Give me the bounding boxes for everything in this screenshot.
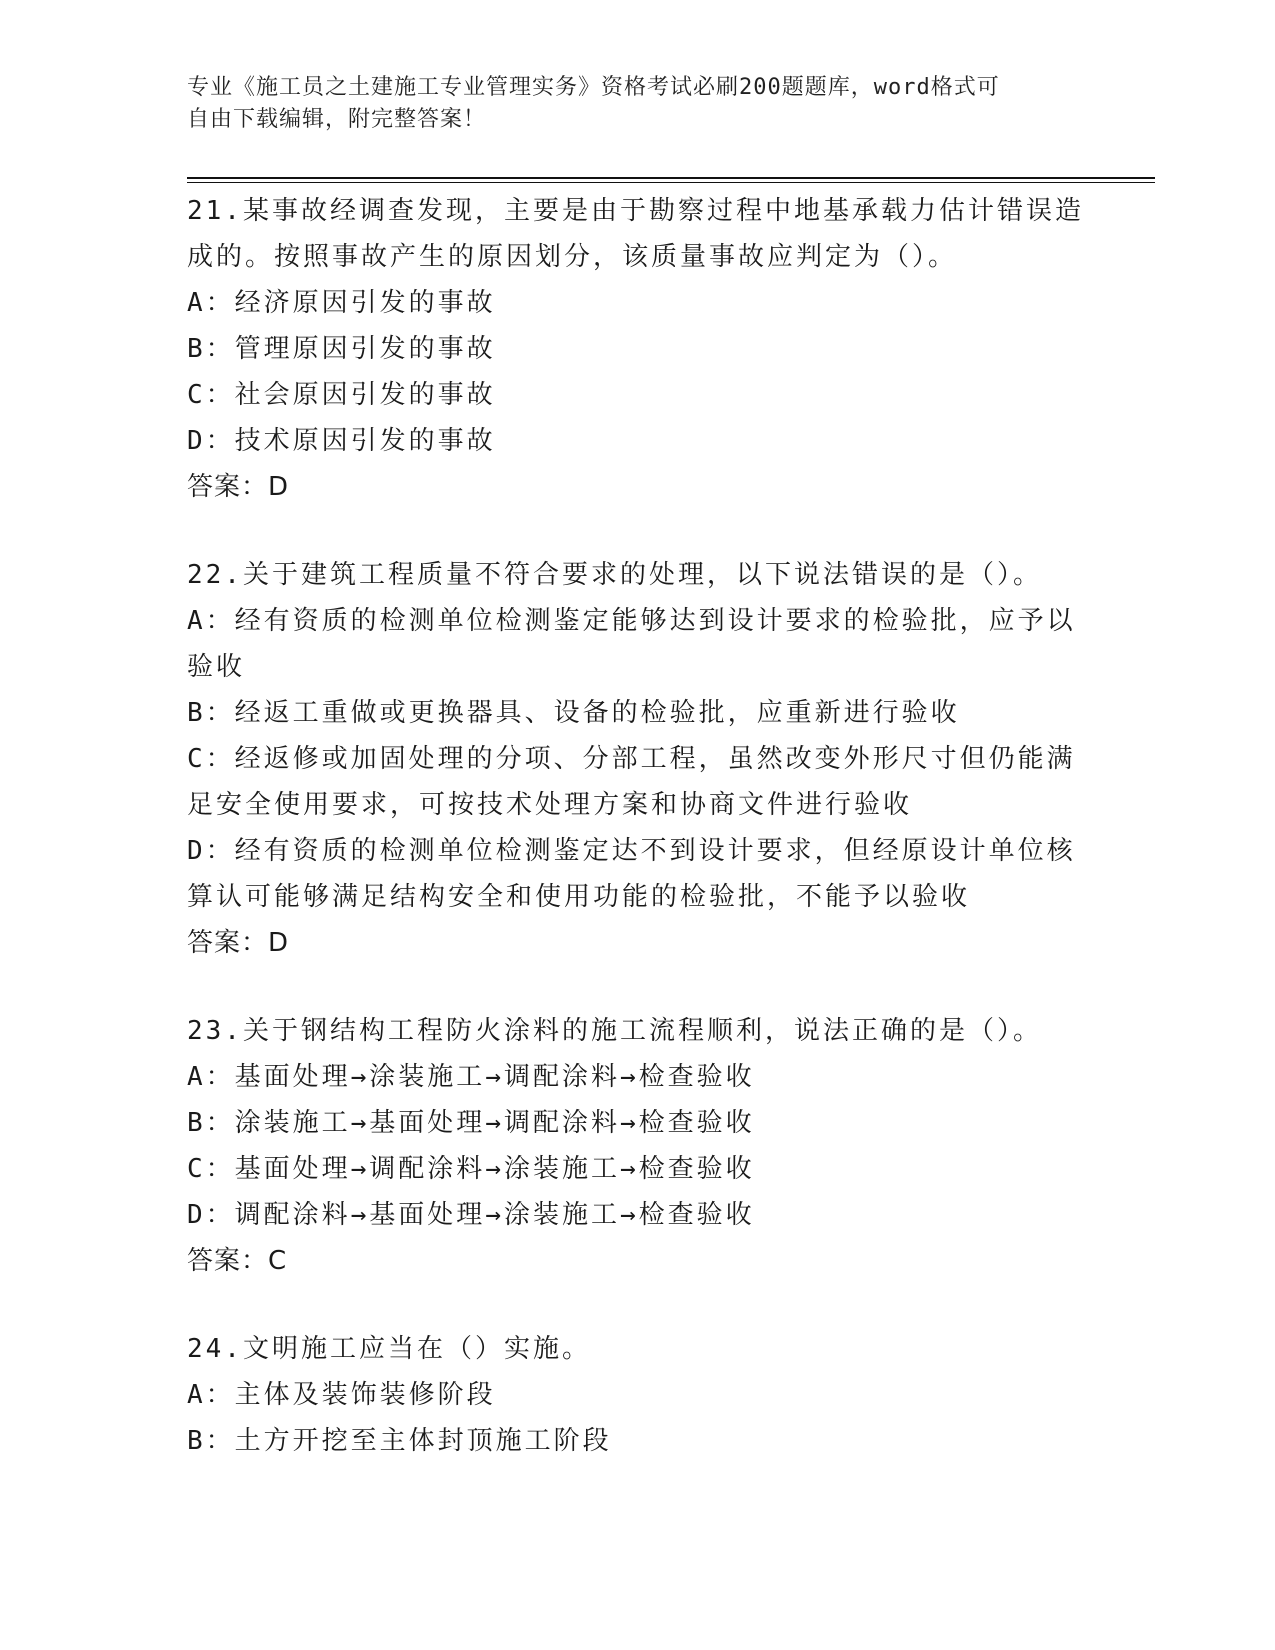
question-stem: 21.某事故经调查发现，主要是由于勘察过程中地基承载力估计错误造 [187, 196, 1084, 226]
answer-option: B：管理原因引发的事故 [187, 334, 496, 364]
answer-option: 算认可能够满足结构安全和使用功能的检验批，不能予以验收 [187, 882, 971, 912]
question-block [187, 188, 1087, 510]
document-header [187, 72, 1067, 136]
answer-option: A：经济原因引发的事故 [187, 288, 496, 318]
question-stem: 22.关于建筑工程质量不符合要求的处理，以下说法错误的是（）。 [187, 560, 1042, 590]
answer-option: C：基面处理→调配涂料→涂装施工→检查验收 [187, 1154, 755, 1184]
answer-option: D：技术原因引发的事故 [187, 426, 496, 456]
header-line: 自由下载编辑，附完整答案！ [187, 107, 487, 132]
answer-option: A：基面处理→涂装施工→调配涂料→检查验收 [187, 1062, 755, 1092]
correct-answer: 答案：C [187, 1246, 288, 1276]
header-divider [187, 177, 1155, 179]
question-block [187, 1008, 1087, 1284]
answer-option: A：主体及装饰装修阶段 [187, 1380, 496, 1410]
answer-option: 足安全使用要求，可按技术处理方案和协商文件进行验收 [187, 790, 913, 820]
answer-option: C：经返修或加固处理的分项、分部工程，虽然改变外形尺寸但仍能满 [187, 744, 1076, 774]
question-stem: 24.文明施工应当在（）实施。 [187, 1334, 591, 1364]
answer-option: 验收 [187, 652, 246, 682]
question-block [187, 1326, 1087, 1464]
question-list [187, 188, 1087, 1506]
correct-answer: 答案：D [187, 472, 290, 502]
answer-option: C：社会原因引发的事故 [187, 380, 496, 410]
question-stem: 23.关于钢结构工程防火涂料的施工流程顺利，说法正确的是（）。 [187, 1016, 1042, 1046]
header-divider-thin [187, 182, 1155, 183]
correct-answer: 答案：D [187, 928, 290, 958]
answer-option: A：经有资质的检测单位检测鉴定能够达到设计要求的检验批，应予以 [187, 606, 1076, 636]
answer-option: B：经返工重做或更换器具、设备的检验批，应重新进行验收 [187, 698, 960, 728]
answer-option: B：土方开挖至主体封顶施工阶段 [187, 1426, 612, 1456]
question-stem: 成的。按照事故产生的原因划分，该质量事故应判定为（）。 [187, 242, 958, 272]
answer-option: D：经有资质的检测单位检测鉴定达不到设计要求，但经原设计单位核 [187, 836, 1076, 866]
answer-option: B：涂装施工→基面处理→调配涂料→检查验收 [187, 1108, 755, 1138]
header-line: 专业《施工员之土建施工专业管理实务》资格考试必刷200题题库，word格式可 [187, 75, 1000, 100]
question-block [187, 552, 1087, 966]
answer-option: D：调配涂料→基面处理→涂装施工→检查验收 [187, 1200, 755, 1230]
